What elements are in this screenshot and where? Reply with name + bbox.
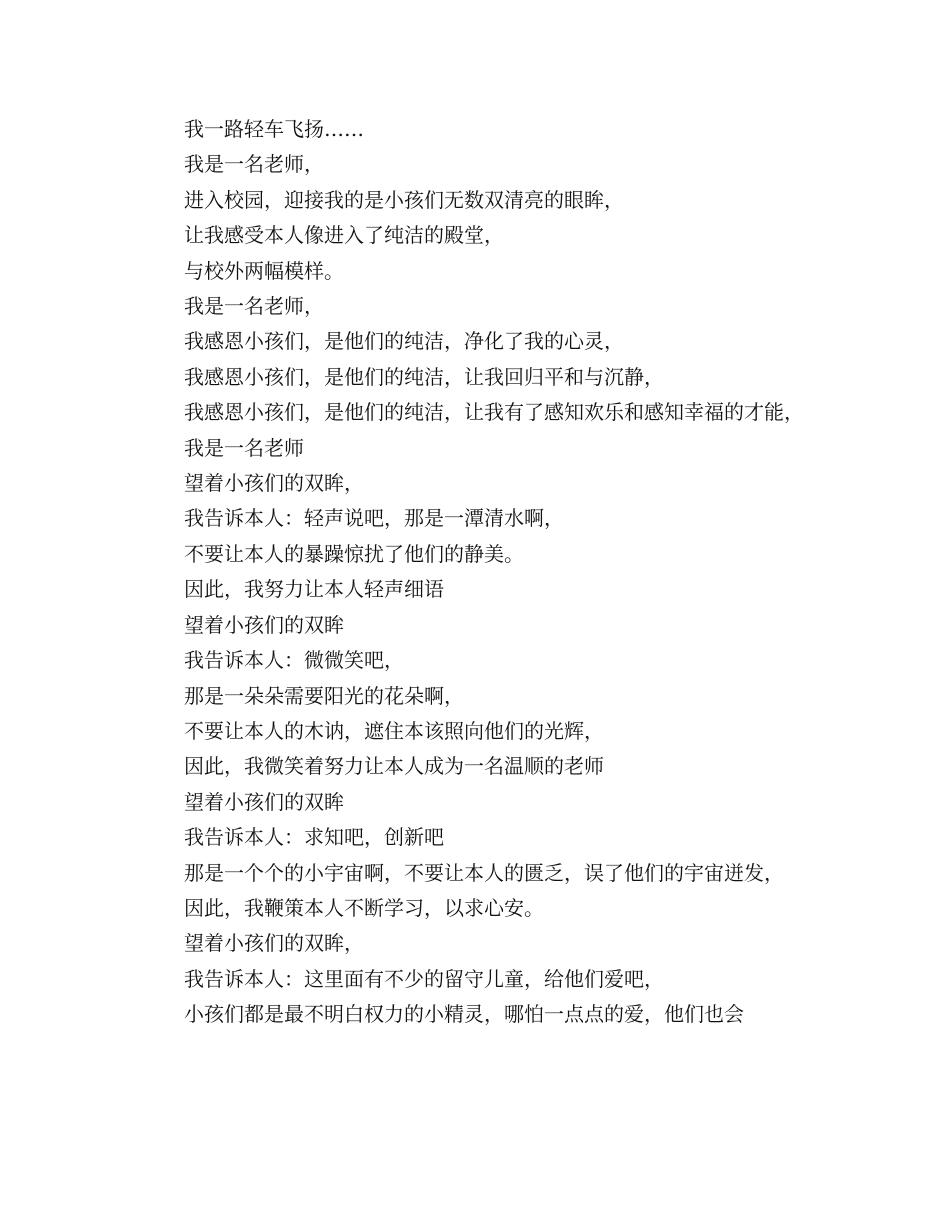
text-line: 让我感受本人像进入了纯洁的殿堂，: [184, 223, 504, 248]
text-line: 我感恩小孩们，是他们的纯洁，让我回归平和与沉静，: [184, 364, 664, 389]
text-line: 因此，我微笑着努力让本人成为一名温顺的老师: [184, 754, 604, 779]
text-line: 我是一名老师: [184, 435, 304, 460]
text-line: 我是一名老师，: [184, 152, 324, 177]
text-line: 与校外两幅模样。: [184, 258, 344, 283]
text-line: 望着小孩们的双眸: [184, 789, 344, 814]
text-line: 我告诉本人：求知吧，创新吧: [184, 825, 444, 850]
text-line: 那是一个个的小宇宙啊，不要让本人的匮乏，误了他们的宇宙迸发，: [184, 860, 784, 885]
text-line: 因此，我鞭策本人不断学习，以求心安。: [184, 895, 544, 920]
text-line: 我告诉本人：微微笑吧，: [184, 648, 404, 673]
text-line: 我感恩小孩们，是他们的纯洁，净化了我的心灵，: [184, 329, 624, 354]
text-line: 我是一名老师，: [184, 294, 324, 319]
text-line: 望着小孩们的双眸，: [184, 471, 364, 496]
text-line: 不要让本人的暴躁惊扰了他们的静美。: [184, 541, 524, 566]
text-line: 不要让本人的木讷，遮住本该照向他们的光辉，: [184, 718, 604, 743]
text-line: 进入校园，迎接我的是小孩们无数双清亮的眼眸，: [184, 187, 624, 212]
text-line: 小孩们都是最不明白权力的小精灵，哪怕一点点的爱，他们也会: [184, 1002, 744, 1027]
text-line: 我一路轻车飞扬……: [184, 117, 364, 141]
text-line: 望着小孩们的双眸，: [184, 931, 364, 956]
text-line: 那是一朵朵需要阳光的花朵啊，: [184, 683, 464, 708]
text-line: 因此，我努力让本人轻声细语: [184, 577, 444, 602]
document-body: [140, 112, 812, 1033]
text-line: 我感恩小孩们，是他们的纯洁，让我有了感知欢乐和感知幸福的才能，: [184, 400, 804, 425]
text-line: 我告诉本人：这里面有不少的留守儿童，给他们爱吧，: [184, 966, 664, 991]
text-line: 望着小孩们的双眸: [184, 612, 344, 637]
text-line: 我告诉本人：轻声说吧，那是一潭清水啊，: [184, 506, 564, 531]
